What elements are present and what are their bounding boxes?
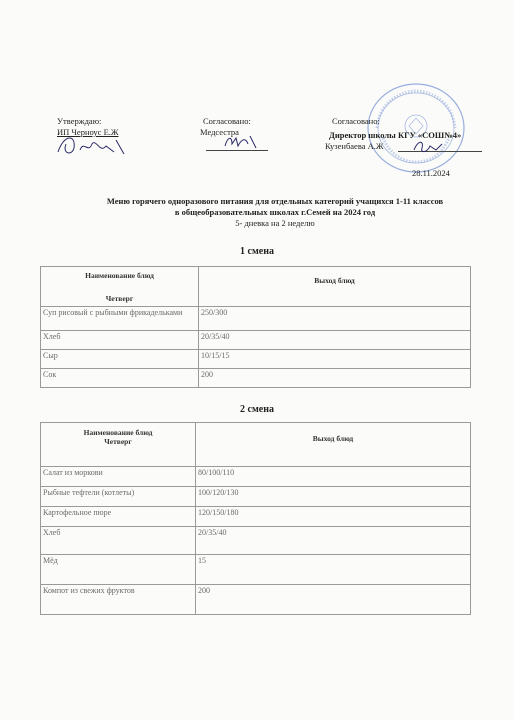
dish-output: 20/35/40 (196, 527, 471, 555)
agreed1-name: Медсестра (200, 127, 239, 137)
table-row (41, 350, 471, 369)
agreed2-person: Кузенбаева А.Ж (325, 141, 384, 151)
dish-name: Суп рисовый с рыбными фрикадельками (41, 307, 199, 331)
dish-output: 200 (196, 585, 471, 615)
shift2-table (40, 422, 471, 615)
dish-output: 200 (199, 369, 471, 388)
dish-name: Компот из свежих фруктов (41, 585, 196, 615)
table-row (41, 331, 471, 350)
shift1-col1-label: Наименование блюд (85, 271, 154, 280)
table-row (41, 585, 471, 615)
shift1-col2-label: Выход блюд (314, 276, 355, 285)
date: 28.11.2024 (412, 168, 450, 178)
shift2-heading: 2 смена (240, 404, 274, 415)
approve-label: Утверждаю: (57, 116, 102, 126)
dish-output: 120/150/180 (196, 507, 471, 527)
table-row (41, 507, 471, 527)
table-row (41, 307, 471, 331)
title-line3: 5- дневка на 2 неделю (235, 218, 315, 228)
shift2-header-dish (41, 423, 196, 467)
dish-output: 20/35/40 (199, 331, 471, 350)
agreed2-label: Согласовано: (332, 116, 380, 126)
agreed2-name: Директор школы КГУ «СОШ№4» (329, 130, 462, 140)
title-line1: Меню горячего одноразового питания для отдельных категорий учащихся 1-11 классов (106, 196, 444, 206)
agreed2-signature (410, 136, 450, 156)
agreed1-label: Согласовано: (203, 116, 251, 126)
shift2-day-label: Четверг (104, 437, 132, 446)
approve-signature (54, 130, 134, 160)
shift1-header-output (199, 267, 471, 307)
shift2-col2-label: Выход блюд (312, 434, 354, 443)
table-row (41, 467, 471, 487)
shift1-table (40, 266, 471, 388)
dish-output: 250/300 (199, 307, 471, 331)
table-row (41, 369, 471, 388)
dish-name: Сыр (41, 350, 199, 369)
dish-output: 100/120/130 (196, 487, 471, 507)
dish-name: Сок (41, 369, 199, 388)
shift1-heading: 1 смена (240, 246, 274, 257)
dish-name: Хлеб (41, 527, 196, 555)
title-line2: в общеобразовательных школах г.Семей на 2024 год (174, 207, 376, 217)
dish-name: Салат из моркови (41, 467, 196, 487)
stamp (365, 82, 467, 174)
dish-name: Картофельное пюре (41, 507, 196, 527)
dish-name: Рыбные тефтели (котлеты) (41, 487, 196, 507)
shift2-header-output (196, 423, 471, 467)
table-row (41, 527, 471, 555)
table-row (41, 555, 471, 585)
shift1-day-label: Четверг (105, 294, 134, 303)
dish-name: Хлеб (41, 331, 199, 350)
dish-output: 15 (196, 555, 471, 585)
dish-output: 80/100/110 (196, 467, 471, 487)
shift2-col1-label: Наименование блюд (83, 428, 153, 437)
dish-output: 10/15/15 (199, 350, 471, 369)
agreed1-signature (222, 132, 262, 152)
approve-name: ИП Черноус Е.Ж (57, 127, 119, 137)
shift1-header-dish (41, 267, 199, 307)
dish-name: Мёд (41, 555, 196, 585)
table-row (41, 487, 471, 507)
